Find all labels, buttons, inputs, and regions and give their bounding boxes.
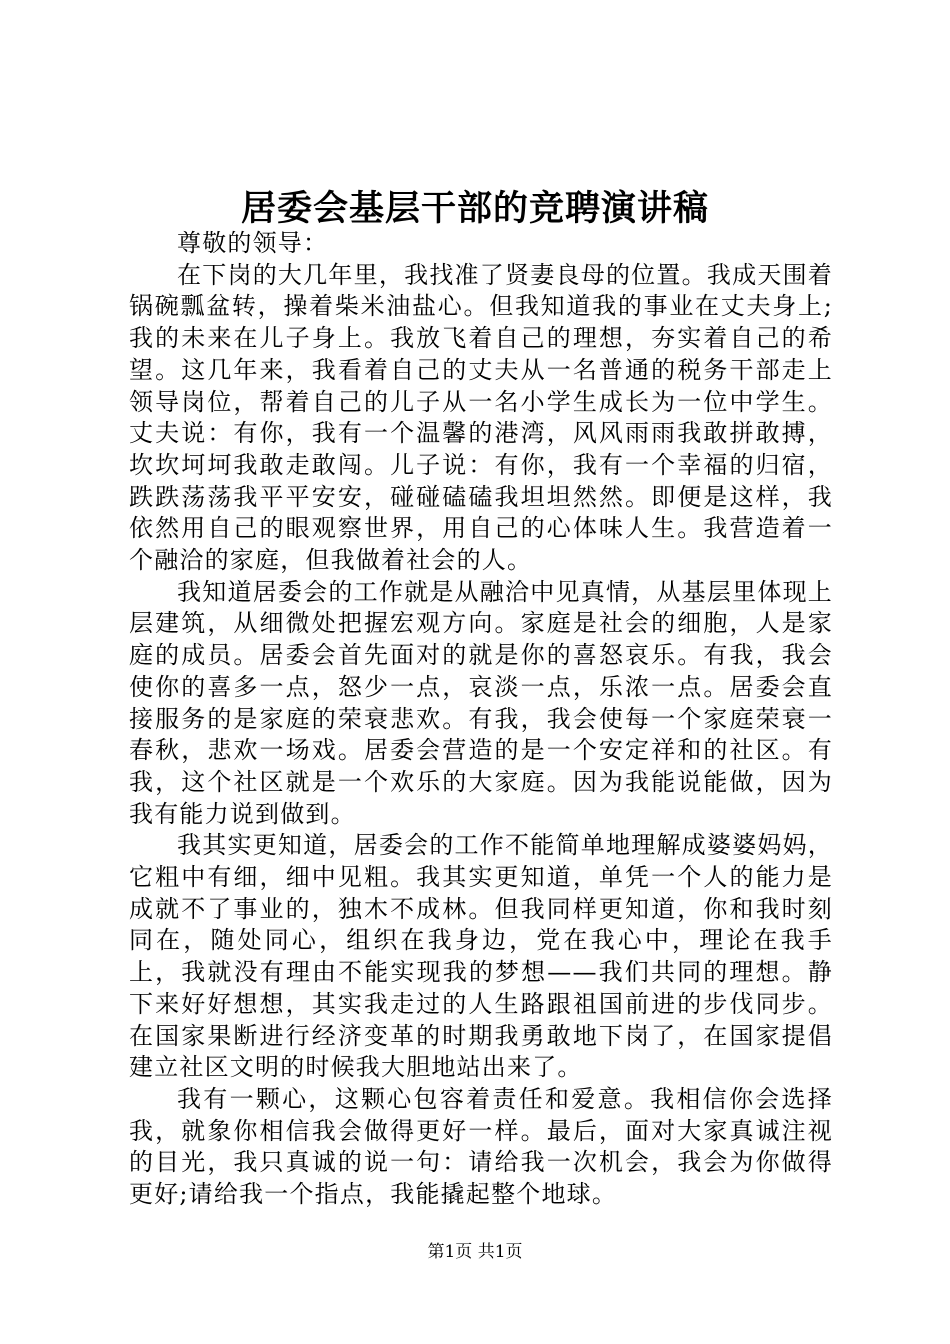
paragraph: 我其实更知道，居委会的工作不能简单地理解成婆婆妈妈，它粗中有细，细中见粗。我其实更知道，单凭一个人的能力是成就不了事业的，独木不成林。但我同样更知道，你和我时刻同在，随处同心，组织在我身边，党在我心中，理论在我手上，我就没有理由不能实现我的梦想——我们共同的理想。静下来好好想想，其实我走过的人生路跟祖国前进的步伐同步。在国家果断进行经济变革的时期我勇敢地下岗了，在国家提倡建立社区文明的时候我大胆地站出来了。 <box>129 831 833 1082</box>
salutation: 尊敬的领导： <box>177 229 329 257</box>
document-title: 居委会基层干部的竞聘演讲稿 <box>240 188 709 229</box>
page-footer: 第1页 共1页 <box>427 1242 523 1262</box>
paragraph: 我有一颗心，这颗心包容着责任和爱意。我相信你会选择我，就象你相信我会做得更好一样。最后，面对大家真诚注视的目光，我只真诚的说一句：请给我一次机会，我会为你做得更好;请给我一个指点，我能撬起整个地球。 <box>129 1084 833 1209</box>
paragraph: 在下岗的大几年里，我找准了贤妻良母的位置。我成天围着锅碗瓢盆转，操着柴米油盐心。但我知道我的事业在丈夫身上;我的未来在儿子身上。我放飞着自己的理想，夯实着自己的希望。这几年来，我看着自己的丈夫从一名普通的税务干部走上领导岗位，帮着自己的儿子从一名小学生成长为一位中学生。丈夫说：有你，我有一个温馨的港湾，风风雨雨我敢拼敢搏，坎坎坷坷我敢走敢闯。儿子说：有你，我有一个幸福的归宿，跌跌荡荡我平平安安，碰碰磕磕我坦坦然然。即便是这样，我依然用自己的眼观察世界，用自己的心体味人生。我营造着一个融洽的家庭，但我做着社会的人。 <box>129 260 833 575</box>
paragraph: 我知道居委会的工作就是从融洽中见真情，从基层里体现上层建筑，从细微处把握宏观方向。家庭是社会的细胞，人是家庭的成员。居委会首先面对的就是你的喜怒哀乐。有我，我会使你的喜多一点，怒少一点，哀淡一点，乐浓一点。居委会直接服务的是家庭的荣衰悲欢。有我，我会使每一个家庭荣衰一春秋，悲欢一场戏。居委会营造的是一个安定祥和的社区。有我，这个社区就是一个欢乐的大家庭。因为我能说能做，因为我有能力说到做到。 <box>129 577 833 828</box>
document-body <box>129 228 833 1211</box>
